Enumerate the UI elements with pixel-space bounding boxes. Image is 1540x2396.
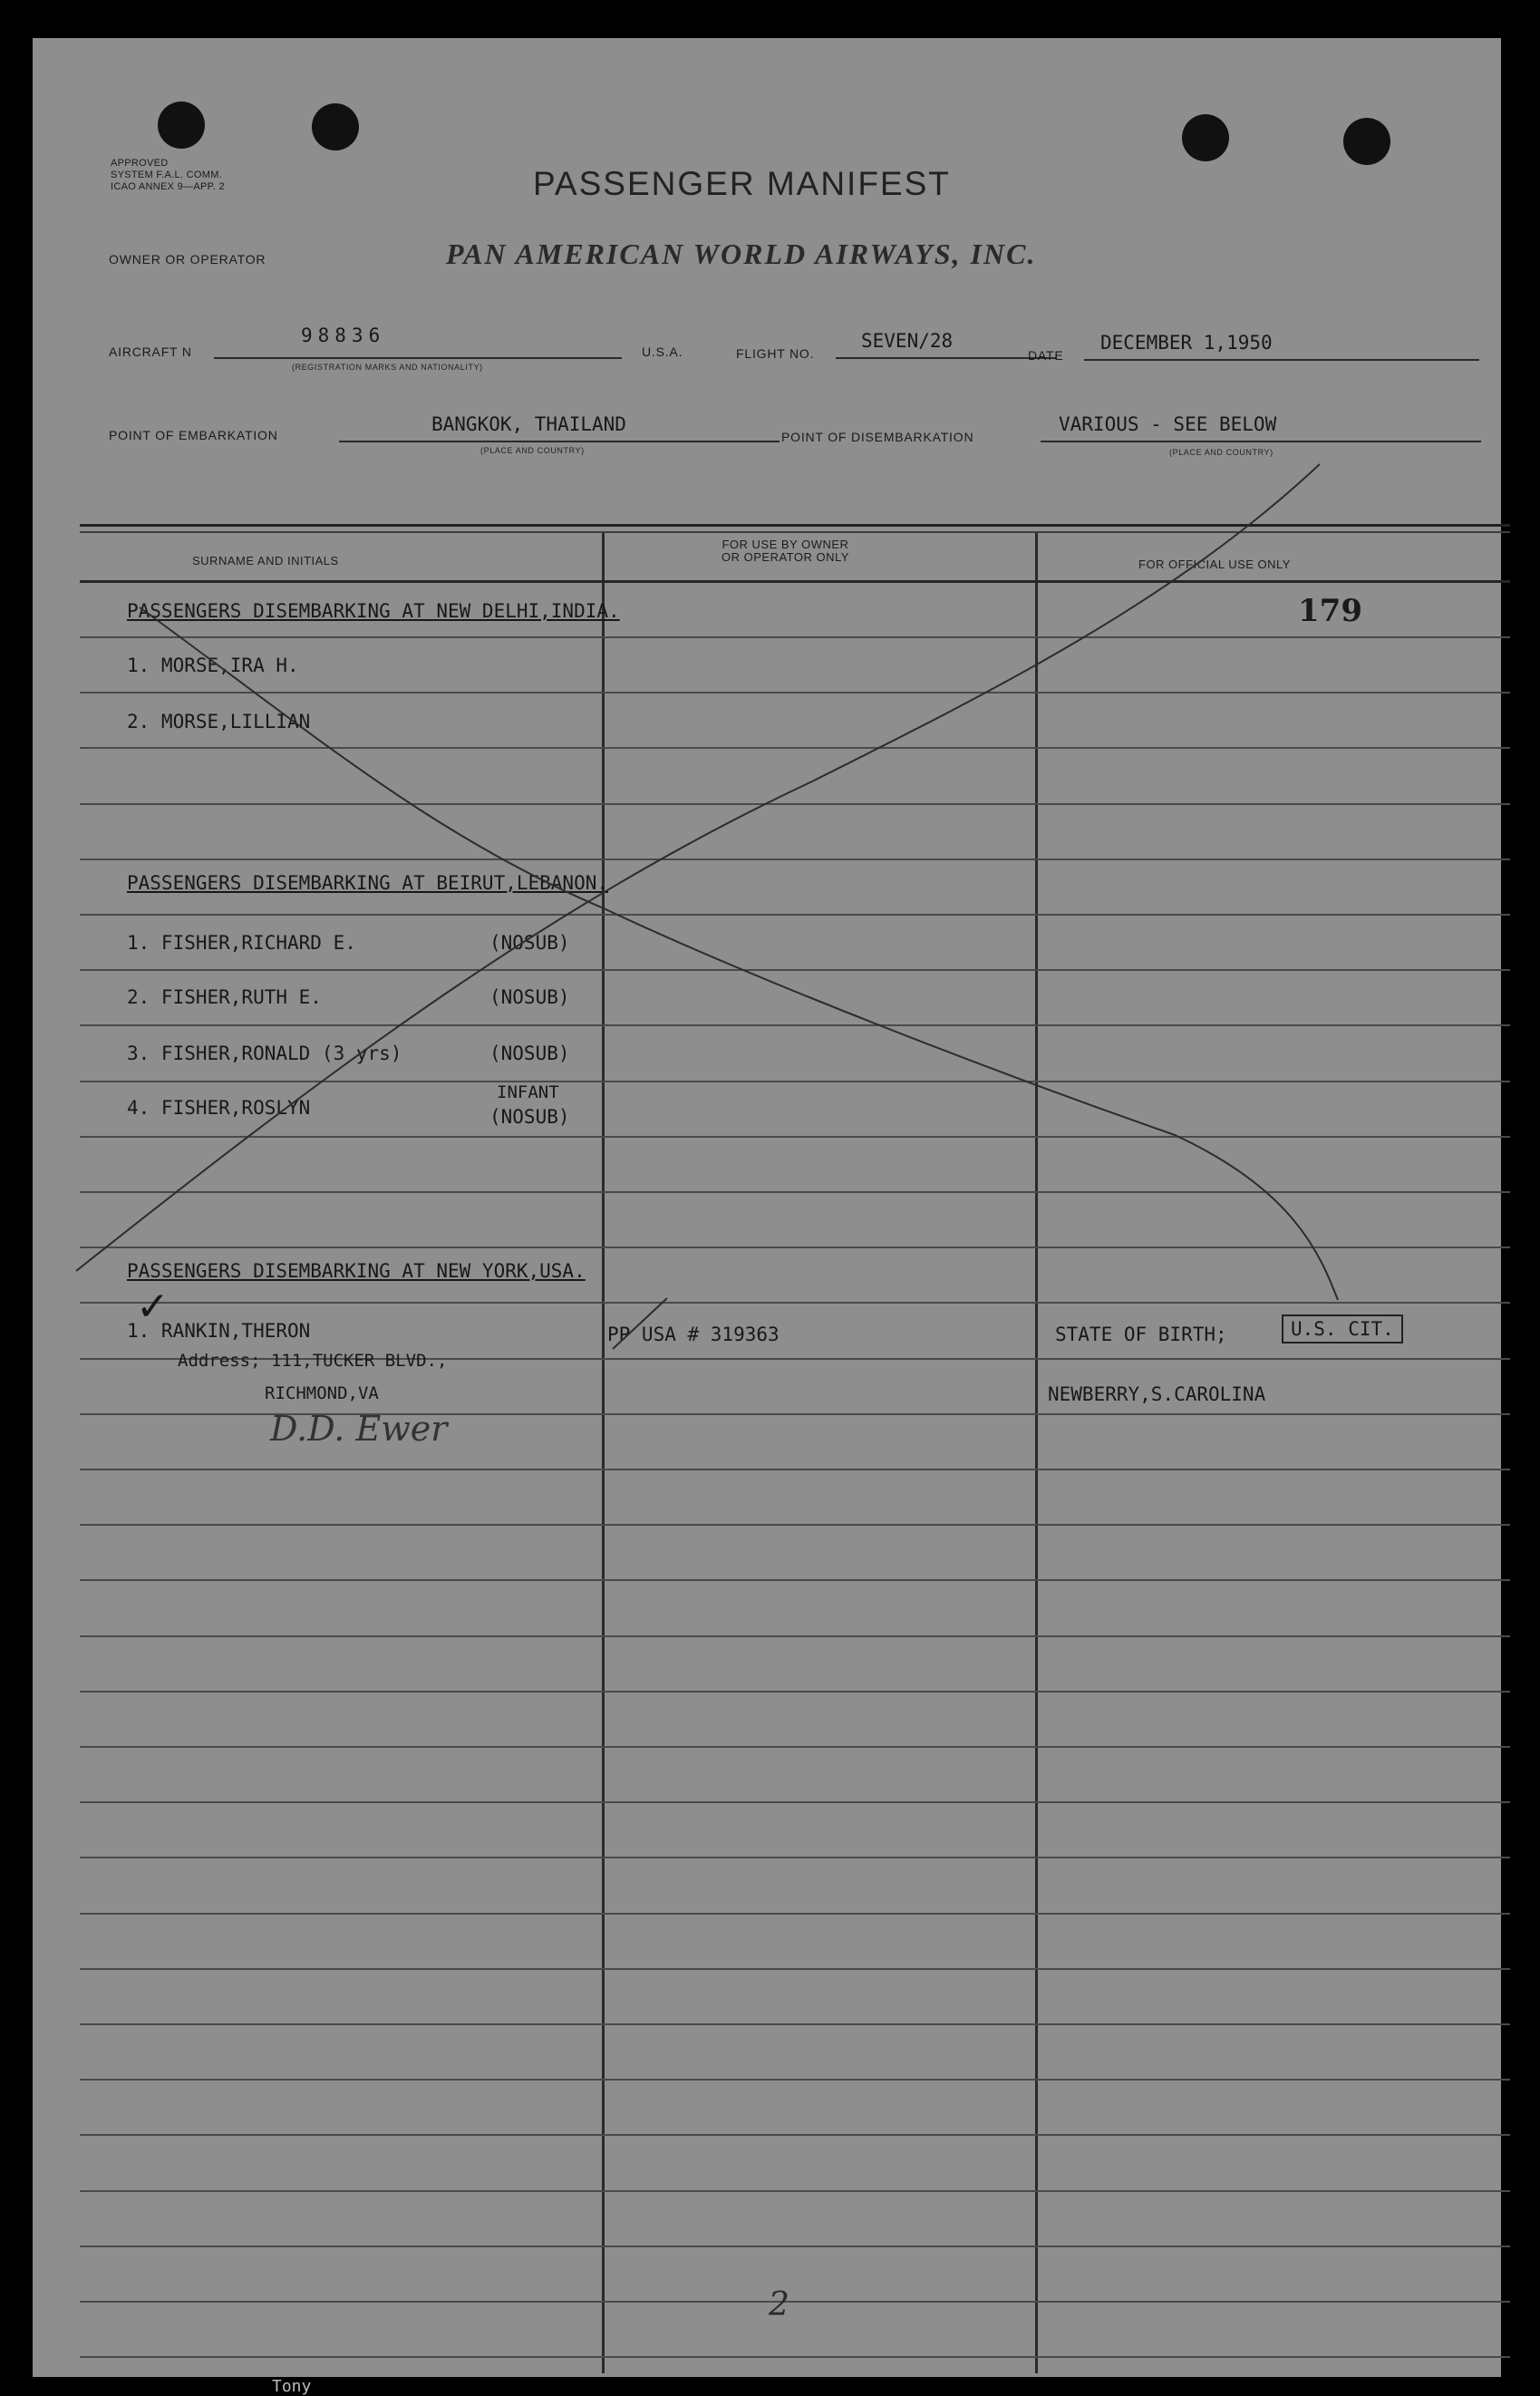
date-value: DECEMBER 1,1950 [1100,332,1273,354]
usa-label: U.S.A. [642,344,683,359]
approval-line: APPROVED [111,158,169,169]
col-official-header: FOR OFFICIAL USE ONLY [1138,558,1291,571]
col-owner-header-line: OR OPERATOR ONLY [722,550,849,564]
pen-tick [613,1298,667,1349]
approval-line: ICAO ANNEX 9—APP. 2 [111,181,225,192]
disembark-label: POINT OF DISEMBARKATION [781,430,974,444]
section-heading-beirut: PASSENGERS DISEMBARKING AT BEIRUT,LEBANON. [127,872,609,894]
date-label: DATE [1028,348,1064,363]
passenger-note: INFANT [497,1082,559,1102]
manifest-sheet [33,38,1501,2377]
passenger-entry: 4. FISHER,ROSLYN [127,1097,311,1119]
flight-label: FLIGHT NO. [736,346,815,361]
aircraft-value: 98836 [301,325,386,346]
cross-out-marks [33,38,1501,2377]
embark-sublabel: (PLACE AND COUNTRY) [480,446,585,455]
owner-label: OWNER OR OPERATOR [109,252,266,267]
passenger-entry: 2. FISHER,RUTH E. [127,986,322,1008]
citizenship-stamp: U.S. CIT. [1282,1314,1403,1344]
passenger-address: Address; 111,TUCKER BLVD., [178,1351,448,1371]
passenger-address: RICHMOND,VA [265,1383,379,1403]
handwritten-checkmark: ✓ [136,1284,169,1330]
aircraft-sublabel: (REGISTRATION MARKS AND NATIONALITY) [292,363,483,372]
cross-out-stroke [76,464,1320,1271]
passenger-entry: 3. FISHER,RONALD (3 yrs) [127,1043,402,1064]
passenger-note: (NOSUB) [489,1043,570,1064]
passenger-entry: 1. FISHER,RICHARD E. [127,932,356,954]
page-mark: 2 [769,2286,789,2323]
section-heading-new-york: PASSENGERS DISEMBARKING AT NEW YORK,USA. [127,1260,586,1282]
col-surname-header: SURNAME AND INITIALS [192,554,339,567]
disembark-value: VARIOUS - SEE BELOW [1059,413,1277,435]
embark-value: BANGKOK, THAILAND [431,413,626,435]
passport-number: PP USA # 319363 [607,1324,780,1345]
approval-line: SYSTEM F.A.L. COMM. [111,170,223,180]
passenger-entry: 1. RANKIN,THERON [127,1320,311,1342]
passenger-note: (NOSUB) [489,986,570,1008]
passenger-entry: 2. MORSE,LILLIAN [127,711,311,732]
state-of-birth-label: STATE OF BIRTH; [1055,1324,1227,1345]
passenger-note: (NOSUB) [489,932,570,954]
footer-partial-text: Tony [272,2377,312,2396]
col-owner-header-line: FOR USE BY OWNER [722,538,849,551]
birthplace: NEWBERRY,S.CAROLINA [1048,1383,1266,1405]
flight-value: SEVEN/28 [861,330,954,352]
embark-label: POINT OF EMBARKATION [109,428,278,442]
page-title: PASSENGER MANIFEST [533,165,951,202]
section-heading-new-delhi: PASSENGERS DISEMBARKING AT NEW DELHI,INDIA. [127,600,620,622]
owner-value: PAN AMERICAN WORLD AIRWAYS, INC. [446,238,1037,270]
passenger-entry: 1. MORSE,IRA H. [127,655,299,676]
cross-out-stroke [140,607,1338,1300]
aircraft-label: AIRCRAFT N [109,344,192,359]
official-number: 179 [1298,593,1362,629]
disembark-sublabel: (PLACE AND COUNTRY) [1169,448,1274,457]
passenger-note: (NOSUB) [489,1106,570,1128]
handwritten-signature: D.D. Ewer [270,1409,448,1449]
